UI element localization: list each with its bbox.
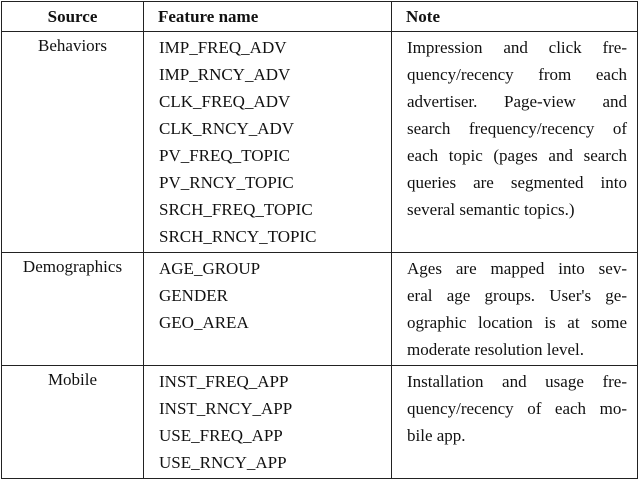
feature-name: INST_RNCY_APP (159, 399, 293, 418)
feature-name: PV_RNCY_TOPIC (159, 173, 294, 192)
note-cell (392, 366, 638, 479)
feature-cell (144, 253, 392, 366)
source-cell: Demographics (2, 253, 144, 366)
header-source: Source (2, 2, 144, 32)
note-line: eral age groups. User's ge- (407, 286, 627, 305)
feature-name: SRCH_FREQ_TOPIC (159, 200, 313, 219)
feature-name: INST_FREQ_APP (159, 372, 289, 391)
feature-name: CLK_FREQ_ADV (159, 92, 291, 111)
note-line: quency/recency from each (407, 65, 627, 84)
source-cell: Behaviors (2, 32, 144, 253)
table-row (2, 253, 638, 366)
feature-name: IMP_FREQ_ADV (159, 38, 287, 57)
feature-table (1, 1, 638, 479)
note-cell (392, 32, 638, 253)
note-line: quency/recency of each mo- (407, 399, 627, 418)
header-row (2, 2, 638, 32)
table-row (2, 32, 638, 253)
note-line: bile app. (407, 426, 466, 445)
feature-name: USE_RNCY_APP (159, 453, 287, 472)
feature-name: CLK_RNCY_ADV (159, 119, 295, 138)
feature-name: GENDER (159, 286, 228, 305)
note-line: Installation and usage fre- (407, 372, 627, 391)
feature-cell (144, 32, 392, 253)
note-line: Ages are mapped into sev- (407, 259, 627, 278)
note-line: Impression and click fre- (407, 38, 627, 57)
note-line: search frequency/recency of (407, 119, 627, 138)
note-line: queries are segmented into (407, 173, 627, 192)
note-line: advertiser. Page-view and (407, 92, 627, 111)
note-line: each topic (pages and search (407, 146, 627, 165)
note-line: moderate resolution level. (407, 340, 585, 359)
feature-name: SRCH_RNCY_TOPIC (159, 227, 317, 246)
feature-name: AGE_GROUP (159, 259, 261, 278)
feature-name: GEO_AREA (159, 313, 249, 332)
feature-name: USE_FREQ_APP (159, 426, 283, 445)
feature-cell (144, 366, 392, 479)
note-cell (392, 253, 638, 366)
feature-name: IMP_RNCY_ADV (159, 65, 291, 84)
feature-name: PV_FREQ_TOPIC (159, 146, 290, 165)
note-line: ographic location is at some (407, 313, 627, 332)
header-note: Note (392, 2, 638, 32)
source-cell: Mobile (2, 366, 144, 479)
header-feature-name: Feature name (144, 2, 392, 32)
table-row (2, 366, 638, 479)
note-line: several semantic topics.) (407, 200, 575, 219)
